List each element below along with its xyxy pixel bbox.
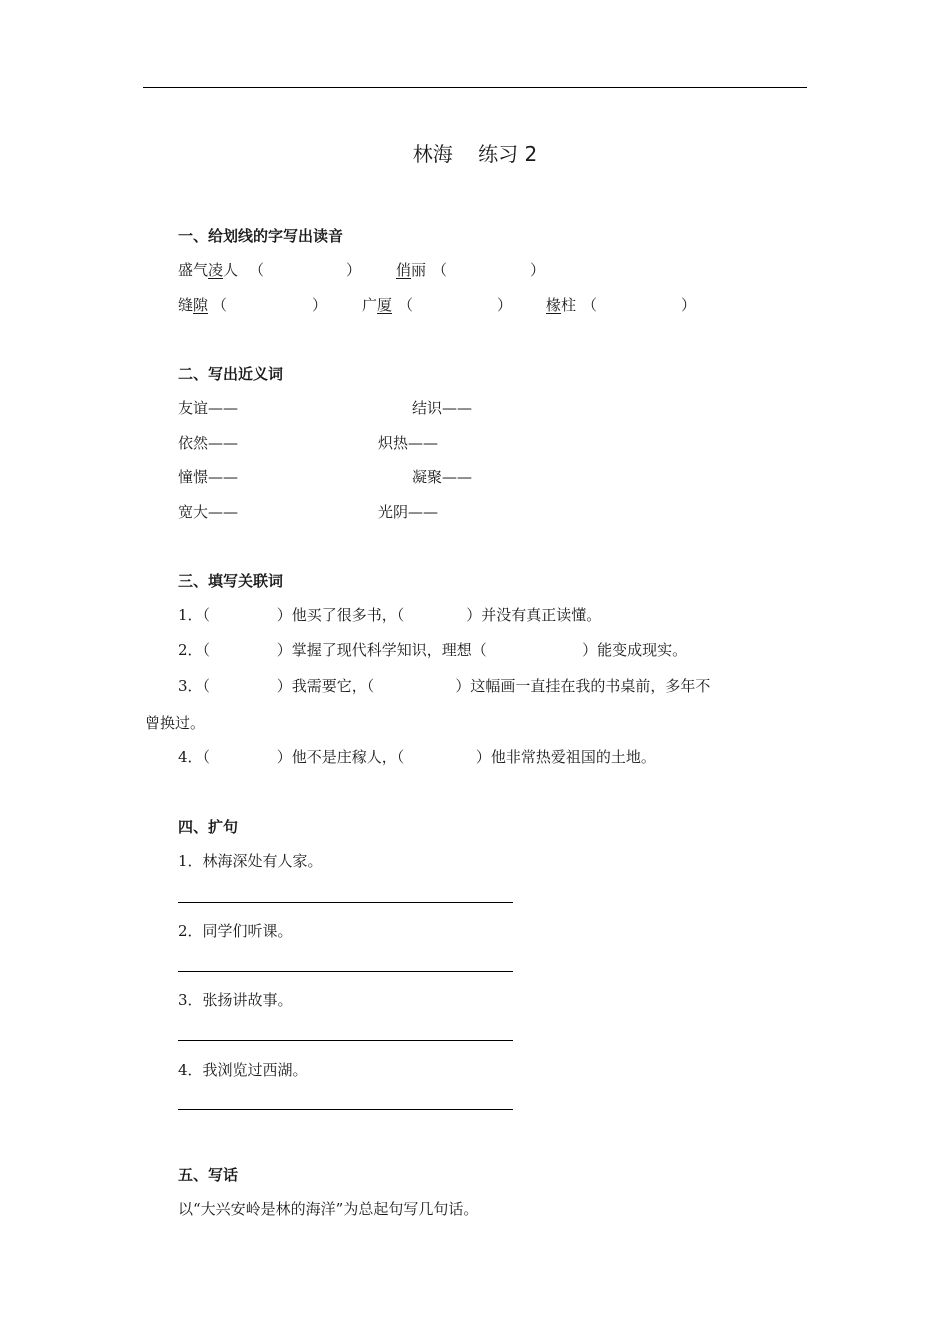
underlined-char: 厦 xyxy=(377,296,393,314)
section3-heading: 三、填写关联词 xyxy=(178,572,284,590)
answer-line[interactable] xyxy=(178,1040,513,1041)
synonym-item[interactable]: 炽热—— xyxy=(378,434,439,452)
pinyin-item-5: 椽柱 xyxy=(546,296,577,314)
writing-prompt: 以“大兴安岭是林的海洋”为总起句写几句话。 xyxy=(178,1200,479,1218)
section2-heading: 二、写出近义词 xyxy=(178,365,284,383)
pinyin-item-2: 俏丽 xyxy=(396,261,427,279)
underlined-char: 俏 xyxy=(396,261,412,279)
title-main: 林海 xyxy=(412,142,453,166)
synonym-item[interactable]: 宽大—— xyxy=(178,503,239,521)
section5-heading: 五、写话 xyxy=(178,1166,239,1184)
underlined-char: 隙 xyxy=(193,296,209,314)
conjunction-item-3-cont: 曾换过。 xyxy=(145,714,206,732)
expand-item-2: 2．同学们听课。 xyxy=(178,922,293,940)
answer-paren[interactable]: （ xyxy=(398,296,414,314)
section1-heading: 一、给划线的字写出读音 xyxy=(178,227,344,245)
conjunction-item-3[interactable]: 3．（ ）我需要它，（ ）这幅画一直挂在我的书桌前，多年不 xyxy=(178,677,711,695)
answer-paren[interactable]: （ xyxy=(582,296,598,314)
conjunction-item-1[interactable]: 1．（ ）他买了很多书，（ ）并没有真正读懂。 xyxy=(178,606,602,624)
synonym-item[interactable]: 依然—— xyxy=(178,434,239,452)
answer-line[interactable] xyxy=(178,902,513,903)
conjunction-item-2[interactable]: 2．（ ）掌握了现代科学知识，理想（ ）能变成现实。 xyxy=(178,641,688,659)
synonym-item[interactable]: 结识—— xyxy=(412,399,473,417)
title-sub: 练习 2 xyxy=(478,142,538,166)
underlined-char: 椽 xyxy=(546,296,562,314)
synonym-item[interactable]: 憧憬—— xyxy=(178,468,239,486)
synonym-item[interactable]: 光阴—— xyxy=(378,503,439,521)
page-title xyxy=(0,138,950,167)
answer-paren[interactable]: （ xyxy=(212,296,228,314)
expand-item-4: 4．我浏览过西湖。 xyxy=(178,1061,308,1079)
underlined-char: 凌 xyxy=(208,261,224,279)
conjunction-item-4[interactable]: 4．（ ）他不是庄稼人，（ ）他非常热爱祖国的土地。 xyxy=(178,748,656,766)
expand-item-1: 1．林海深处有人家。 xyxy=(178,852,323,870)
header-rule xyxy=(143,87,807,88)
expand-item-3: 3．张扬讲故事。 xyxy=(178,991,293,1009)
answer-paren[interactable]: （ xyxy=(249,261,265,279)
answer-paren[interactable]: （ xyxy=(432,261,448,279)
synonym-item[interactable]: 凝聚—— xyxy=(412,468,473,486)
answer-line[interactable] xyxy=(178,971,513,972)
answer-line[interactable] xyxy=(178,1109,513,1110)
pinyin-item-4: 广厦 xyxy=(362,296,393,314)
pinyin-item-3: 缝隙 xyxy=(178,296,209,314)
synonym-item[interactable]: 友谊—— xyxy=(178,399,239,417)
pinyin-item-1: 盛气凌人 xyxy=(178,261,239,279)
section4-heading: 四、扩句 xyxy=(178,818,239,836)
